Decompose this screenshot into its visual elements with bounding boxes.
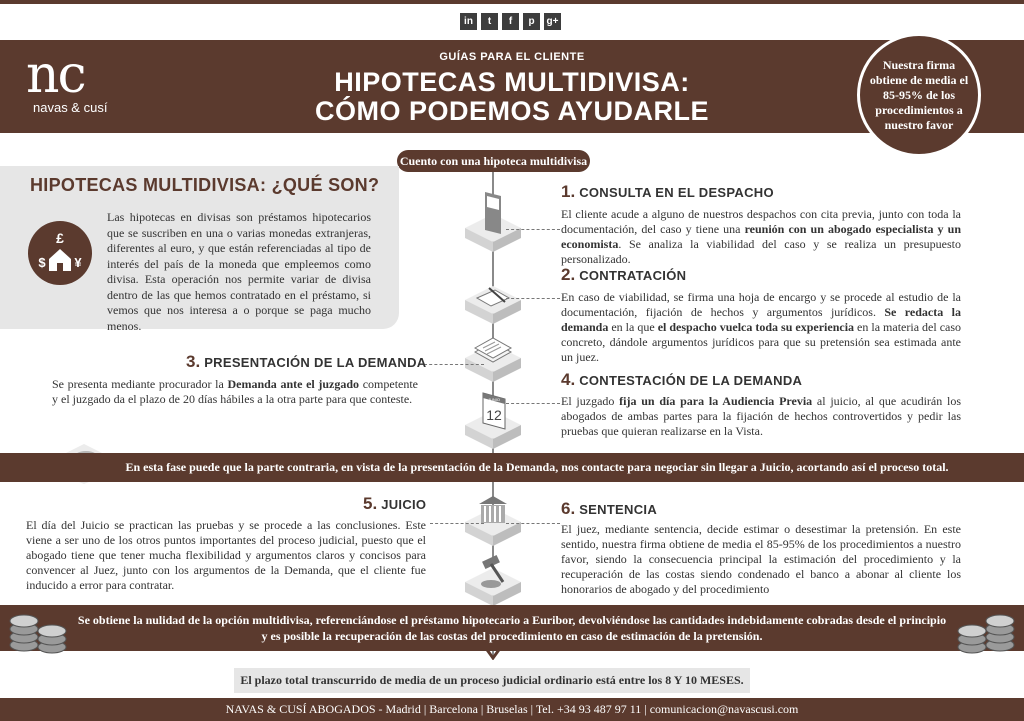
step3-text: Se presenta mediante procurador la Demanda ante el juzgado competente y el juzgado da el plazo de 20 días hábiles a la otra parte para que conteste. — [52, 377, 419, 406]
outcome-line1: Se obtiene la nulidad de la opción multidivisa, referenciándose el préstamo hipotecario a Euribor, devolviéndose las cantidades indebidamente cobradas desde el principio — [77, 613, 947, 627]
page-title-line2: CÓMO PODEMOS AYUDARLE — [314, 96, 710, 126]
step4-heading — [561, 370, 802, 390]
contract-signing-icon — [461, 266, 525, 332]
footer-contact: NAVAS & CUSÍ ABOGADOS - Madrid | Barcelona | Bruselas | Tel. +34 93 487 97 11 | comunicacion@navascusi.com — [0, 698, 1024, 721]
googleplus-icon[interactable]: g+ — [544, 13, 561, 30]
outcome-band — [0, 605, 1024, 651]
step4-title: CONTESTACIÓN DE LA DEMANDA — [579, 373, 803, 388]
coins-right-icon — [954, 605, 1018, 657]
success-badge — [857, 33, 981, 157]
step1-text: El cliente acude a alguno de nuestros despachos con cita previa, junto con toda la documentación, del caso y tiene una reunión con un abogado especialista y un economista. Se analiza la viabilidad del caso y se realiza un presupuesto personalizado. — [561, 207, 962, 266]
step5-connector — [430, 523, 484, 524]
svg-text:12: 12 — [486, 407, 502, 423]
svg-text:¥: ¥ — [74, 255, 82, 270]
step1-number: 1. — [561, 182, 576, 201]
step4-text: El juzgado fija un día para la Audiencia Previa al juicio, al que acudirán los abogados de ambas partes para la fijación de hechos controvertidos y pedir las pruebas que quieran realizarse en la Vista. — [561, 394, 961, 438]
step6-heading — [561, 499, 657, 519]
step6-number: 6. — [561, 499, 576, 518]
calendar-icon — [461, 385, 525, 451]
step6-text: El juez, mediante sentencia, decide estimar o desestimar la pretensión. En este sentido, nuestra firma obtiene de media el 85-95% de los procedimientos a nuestro favor, siendo la consecuencia principal la estimación del procedimiento y la recuperación de las costas siendo condenado el banco a abonar al cliente los honorarios de abogado y del procedimiento — [561, 522, 961, 596]
step1-heading — [561, 182, 774, 202]
definition-text: Las hipotecas en divisas son préstamos hipotecarios que se suscriben en una o varias monedas extranjeras, diferentes al euro, y que están referenciadas al tipo de interés del país de la moneda que empleemos como divisa. Esta operación nos permite variar de divisa dentro de las que hemos contratado en el préstamo, si vemos que nos interesa a o porque se paga mucho menos. — [107, 210, 371, 333]
outcome-line2: y es posible la recuperación de las costas del procedimiento en caso de estimación de la pretensión. — [261, 629, 763, 643]
step2-title: CONTRATACIÓN — [579, 268, 687, 283]
courthouse-icon — [461, 488, 525, 554]
step1-title: CONSULTA EN EL DESPACHO — [579, 185, 774, 200]
definition-title: HIPOTECAS MULTIDIVISA: ¿QUÉ SON? — [30, 175, 380, 195]
start-label: Cuento con una hipoteca multidivisa — [397, 150, 590, 172]
negotiation-band: En esta fase puede que la parte contraria, en vista de la presentación de la Demanda, nos contacte para negociar sin llegar a Juicio, acortando así el proceso total. — [0, 453, 1024, 482]
logo-text: navas & cusí — [33, 100, 108, 115]
office-door-icon — [461, 188, 525, 254]
facebook-icon[interactable]: f — [502, 13, 519, 30]
step3-connector — [424, 364, 484, 365]
twitter-icon[interactable]: t — [481, 13, 498, 30]
step1-connector — [506, 229, 560, 230]
step4-number: 4. — [561, 370, 576, 389]
step2-connector — [506, 298, 560, 299]
svg-text:$: $ — [38, 255, 46, 270]
page-title-line1: HIPOTECAS MULTIDIVISA: — [334, 67, 690, 97]
step5-heading — [363, 494, 426, 514]
currency-house-icon — [28, 221, 92, 285]
step3-title: PRESENTACIÓN DE LA DEMANDA — [204, 355, 427, 370]
step2-heading — [561, 265, 686, 285]
pinterest-icon[interactable]: p — [523, 13, 540, 30]
step5-title: JUICIO — [381, 497, 427, 512]
step2-text: En caso de viabilidad, se firma una hoja de encargo y se procede al estudio de la documentación, fijación de hechos y argumentos jurídicos. Se redacta la demanda en la que el despacho vuelca toda su experiencia en la materia del caso concreto, dándole argumentos jurídicos para que su pretensión sea estimada ante un juez. — [561, 290, 962, 364]
svg-text:£: £ — [56, 230, 64, 246]
linkedin-icon[interactable]: in — [460, 13, 477, 30]
step3-heading — [186, 352, 427, 372]
social-icons — [460, 13, 561, 30]
duration-summary: El plazo total transcurrido de media de un proceso judicial ordinario está entre los 8 Y 10 MESES. — [234, 668, 750, 693]
step2-number: 2. — [561, 265, 576, 284]
step4-connector — [506, 403, 560, 404]
step3-number: 3. — [186, 352, 201, 371]
coins-left-icon — [6, 605, 70, 657]
documents-stack-icon — [461, 324, 525, 390]
step6-title: SENTENCIA — [579, 502, 658, 517]
guide-kicker: GUÍAS PARA EL CLIENTE — [439, 51, 585, 63]
success-badge-text: Nuestra firma obtiene de media el 85-95% de los procedimientos a nuestro favor — [869, 57, 969, 132]
svg-text:JUNIO: JUNIO — [488, 397, 500, 402]
step5-number: 5. — [363, 494, 378, 513]
logo-mark: nc — [26, 45, 85, 105]
step6-connector — [506, 523, 560, 524]
step5-text: El día del Juicio se practican las pruebas y se procede a las conclusiones. Este viene a ser uno de los otros puntos importantes del proceso judicial, puesto que el abogado tiene que tener mucha flexibilidad y argumentos claros y concisos para convencer al Juez, junto con los argumentos de la Demanda, que el cliente fue inducido a error para contratar. — [26, 518, 426, 592]
top-rule — [0, 0, 1024, 4]
